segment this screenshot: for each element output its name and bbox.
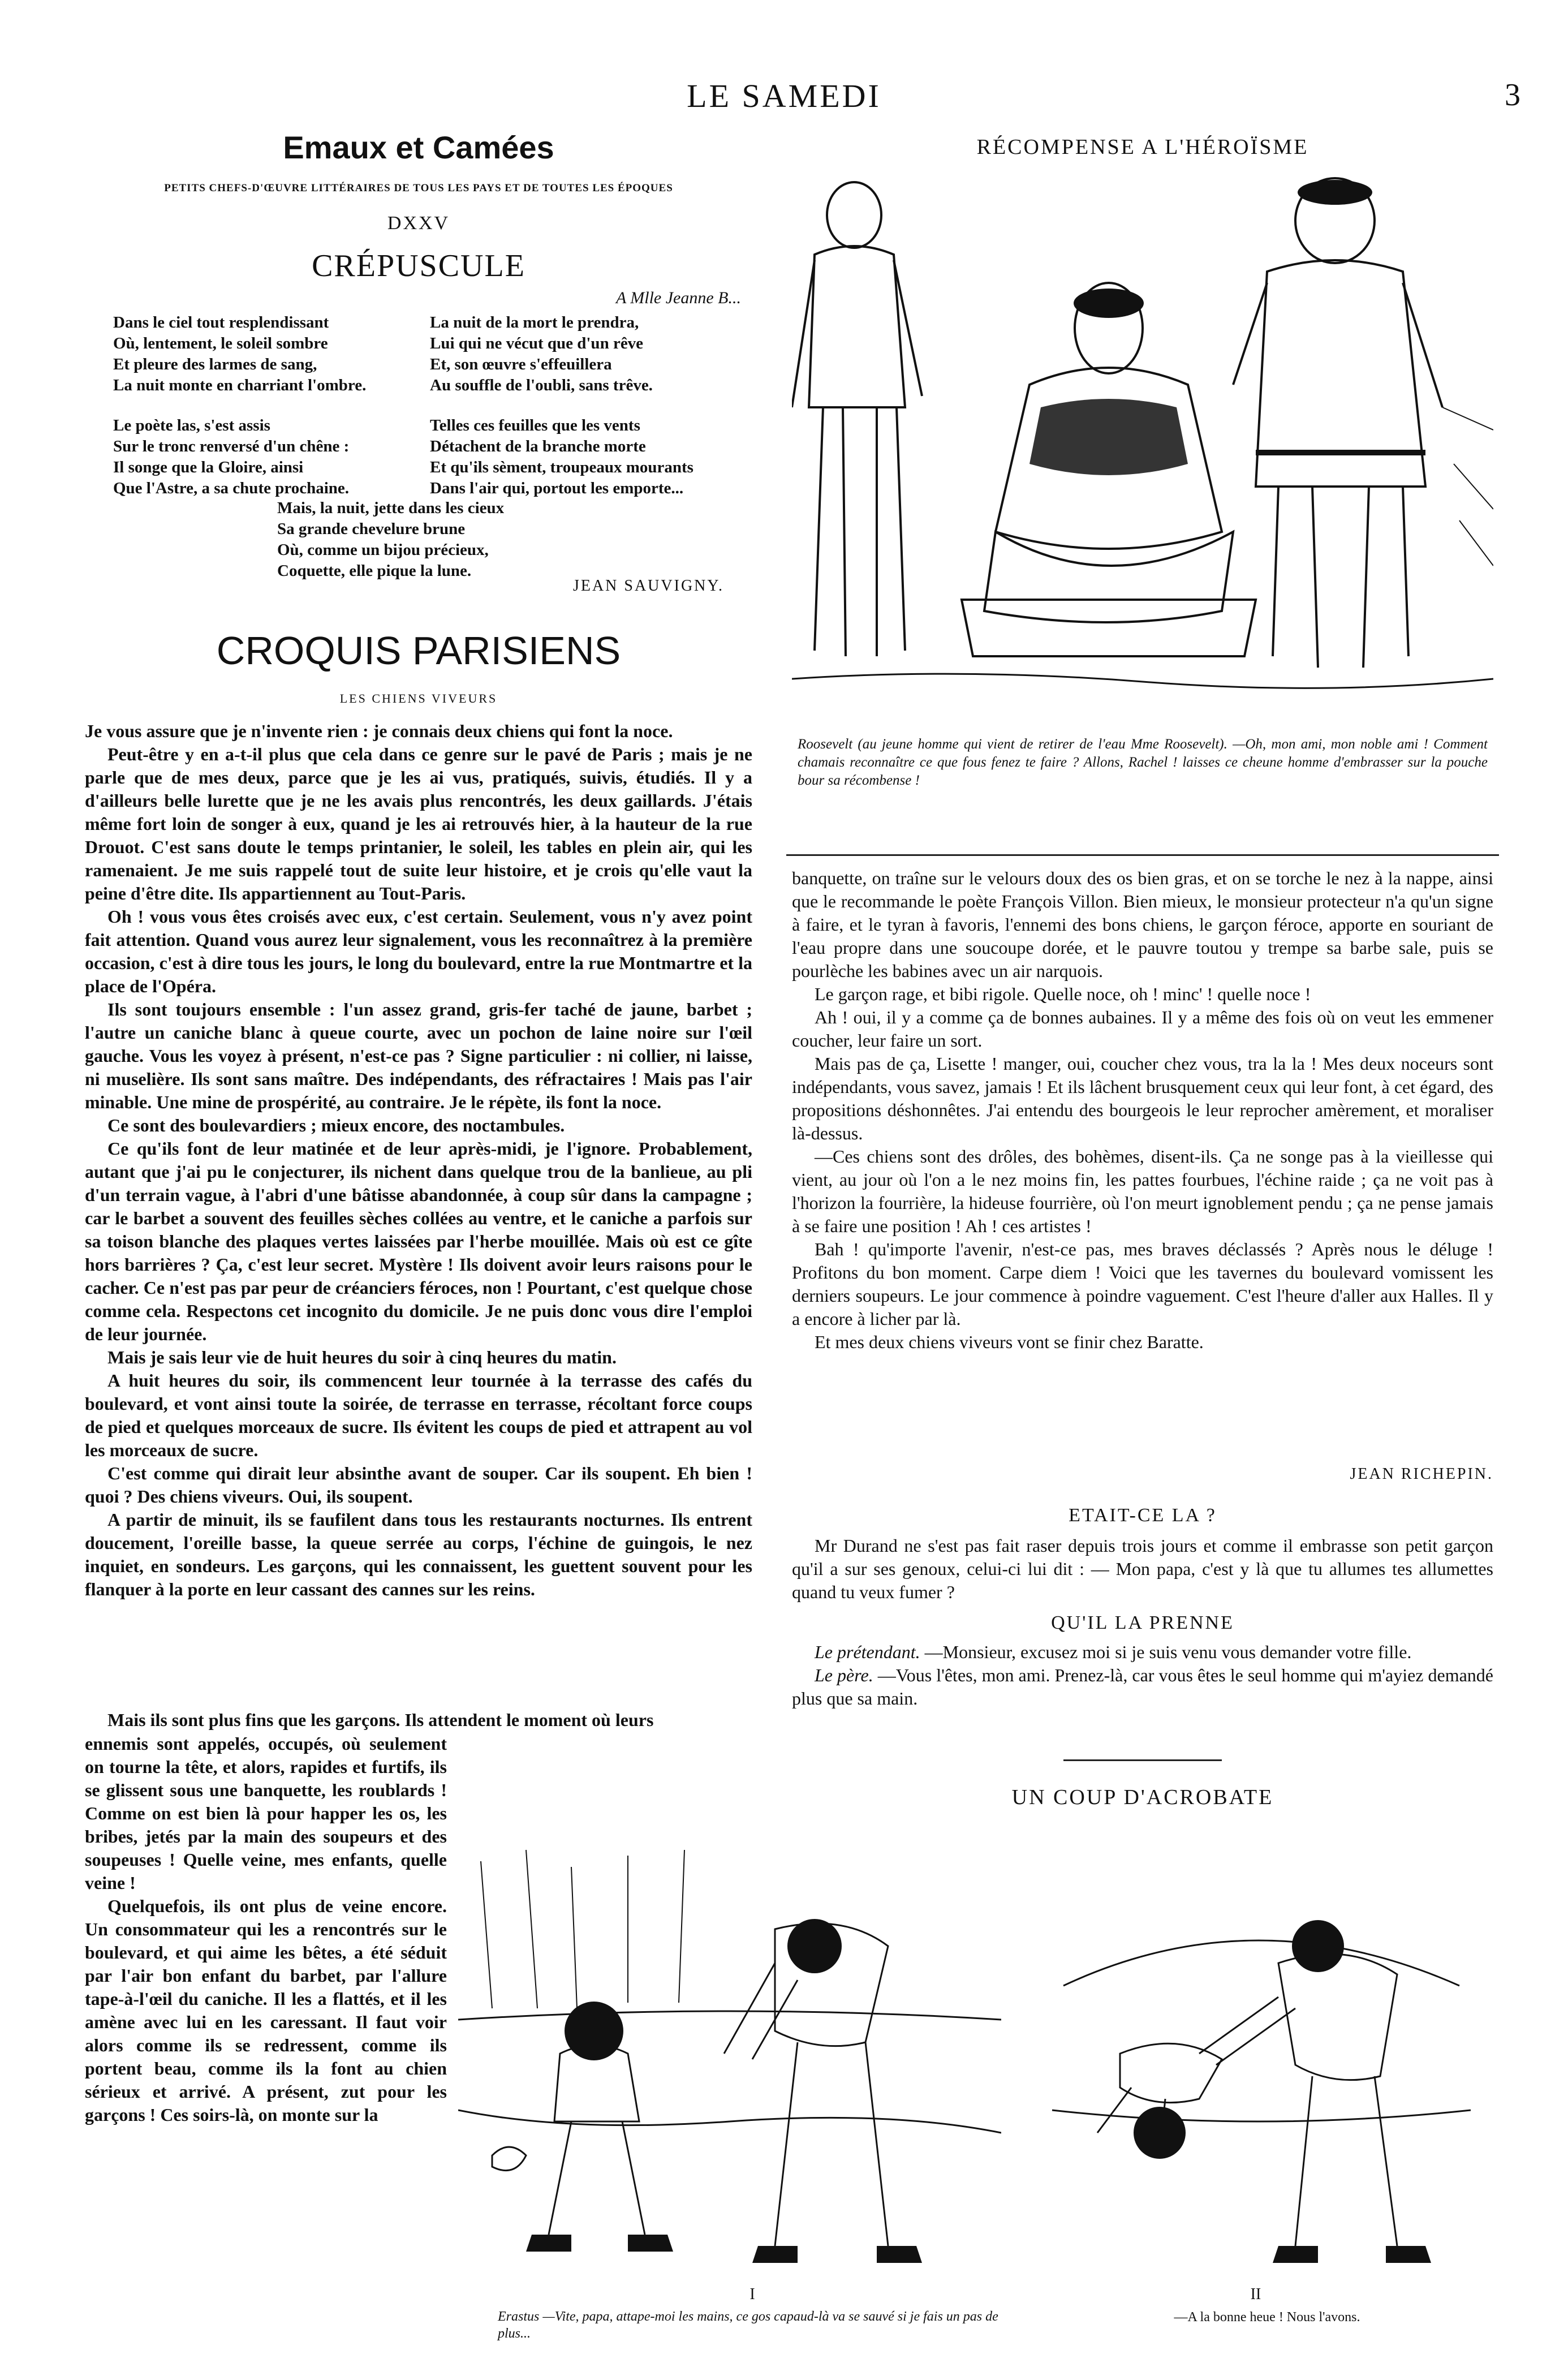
acrobate-panel-1 bbox=[458, 1816, 1001, 2280]
croquis-title: CROQUIS PARISIENS bbox=[216, 629, 621, 673]
poem-line: Dans le ciel tout resplendissant bbox=[113, 313, 329, 332]
paragraph: Je vous assure que je n'invente rien : je connais deux chiens qui font la noce. bbox=[85, 721, 673, 741]
paragraph: C'est comme qui dirait leur absinthe avant de souper. Car ils soupent. Eh bien ! quoi ? Des chiens viveurs. Oui, ils soupent. bbox=[85, 1463, 752, 1507]
page-number: 3 bbox=[1505, 78, 1520, 113]
masthead: LE SAMEDI bbox=[687, 78, 881, 114]
poem-stanza bbox=[430, 415, 747, 499]
poem-line: Au souffle de l'oubli, sans trêve. bbox=[430, 376, 653, 394]
paragraph: Et mes deux chiens viveurs vont se finir chez Baratte. bbox=[815, 1332, 1204, 1352]
quil-dialogue bbox=[792, 1641, 1493, 1710]
recompense-illustration bbox=[792, 170, 1493, 724]
poem-stanza bbox=[113, 312, 419, 396]
paragraph: Le garçon rage, et bibi rigole. Quelle noce, oh ! minc' ! quelle noce ! bbox=[815, 984, 1311, 1004]
quil-title: QU'IL LA PRENNE bbox=[1051, 1612, 1234, 1633]
poem-line: Lui qui ne vécut que d'un rêve bbox=[430, 334, 644, 352]
paragraph: Mais je sais leur vie de huit heures du soir à cinq heures du matin. bbox=[107, 1347, 617, 1367]
dialogue-text: —Vous l'êtes, mon ami. Prenez-là, car vous êtes le seul homme qui m'ayiez demandé plus que sa main. bbox=[792, 1665, 1494, 1708]
paragraph: Oh ! vous vous êtes croisés avec eux, c'est certain. Seulement, vous n'y avez point fait attention. Quand vous aurez leur signalement, vous les reconnaîtrez à la première occasion, c'est à dire tous les jours, le long du boulevard, entre la rue Montmartre et la place de l'Opéra. bbox=[85, 906, 752, 996]
poem-dedication: A Mlle Jeanne B... bbox=[615, 289, 741, 307]
poem-line: La nuit de la mort le prendra, bbox=[430, 313, 639, 332]
emaux-number: DXXV bbox=[387, 213, 450, 234]
dialogue-line bbox=[792, 1664, 1493, 1710]
poem-left-column bbox=[113, 312, 419, 518]
paragraph: Bah ! qu'importe l'avenir, n'est-ce pas, mes braves déclassés ? Après nous le déluge ! Profitons du bon moment. Carpe diem ! Voici que les tavernes du boulevard vomissent les derniers soupeurs. Le jour commence à poindre vaguement. C'est l'heure d'aller aux Halles. Il y a encore à licher par là. bbox=[792, 1239, 1493, 1329]
poem-line: Telles ces feuilles que les vents bbox=[430, 416, 640, 434]
poem-line: Mais, la nuit, jette dans les cieux bbox=[277, 499, 505, 517]
poem-stanza bbox=[430, 312, 747, 396]
paragraph: Ce qu'ils font de leur matinée et de leur après-midi, je l'ignore. Probablement, autant que j'ai pu le conjecturer, ils nichent dans quelque trou de la banlieue, au pli d'un terrain vague, à l'abri d'une bâtisse abandonnée, à coup sûr dans la campagne ; car le barbet a souvent des feuilles sèches collées au ventre, et le caniche a parfois sur sa toison blanche des plaques vertes laissées par l'herbe mouillée. Mais où est ce gîte hors barrières ? Ça, c'est leur secret. Mystère ! Ils doivent avoir leurs raisons pour le cacher. Ce n'est pas par peur de créanciers féroces, non ! Pourtant, c'est quelque chose comme cela. Respectons cet incognito du domicile. Je ne puis donc vous dire l'emploi de leur journée. bbox=[85, 1138, 752, 1344]
poem-line: Et qu'ils sèment, troupeaux mourants bbox=[430, 458, 693, 476]
paragraph: Mais pas de ça, Lisette ! manger, oui, coucher chez vous, tra la la ! Mes deux noceurs sont indépendants, vous savez, jamais ! Et ils lâchent brusquement ceux qui leur font, à cet égard, des propositions déshonnêtes. J'ai entendu des bourgeois le leur reprocher amèrement, et moraliser là-dessus. bbox=[792, 1053, 1493, 1143]
poem-line: Où, lentement, le soleil sombre bbox=[113, 334, 328, 352]
paragraph: A partir de minuit, ils se faufilent dans tous les restaurants nocturnes. Ils entrent doucement, l'oreille basse, la queue serrée au corps, l'échine de guingois, le nez inquiet, en sondeurs. Les garçons, qui les connaissent, les guettent souvent pour les flanquer à la porte en leur cassant des cannes sur les reins. bbox=[85, 1509, 752, 1599]
dialogue-line bbox=[792, 1641, 1493, 1664]
speaker: Le prétendant. bbox=[815, 1642, 920, 1662]
poem-signature: JEAN SAUVIGNY. bbox=[572, 577, 724, 595]
panel-1-number: I bbox=[749, 2286, 755, 2303]
poem-line: Coquette, elle pique la lune. bbox=[277, 562, 472, 580]
paragraph: Mr Durand ne s'est pas fait raser depuis trois jours et comme il embrasse son petit garçon qu'il a sur ses genoux, celui-ci lui dit : — Mon papa, c'est y là que tu allumes tes allumettes quand tu veux fumer ? bbox=[792, 1535, 1493, 1602]
dialogue-text: —Monsieur, excusez moi si je suis venu vous demander votre fille. bbox=[924, 1642, 1412, 1662]
divider bbox=[1063, 1759, 1222, 1761]
poem-line: Et, son œuvre s'effeuillera bbox=[430, 355, 612, 373]
poem-final-stanza bbox=[277, 498, 594, 582]
croquis-narrow-column bbox=[85, 1732, 447, 2298]
croquis-signature: JEAN RICHEPIN. bbox=[1350, 1465, 1493, 1483]
acrobate-title: UN COUP D'ACROBATE bbox=[1011, 1785, 1274, 1809]
poem-line: Où, comme un bijou précieux, bbox=[277, 541, 489, 559]
croquis-subtitle: LES CHIENS VIVEURS bbox=[339, 691, 498, 705]
etait-text-block bbox=[792, 1534, 1493, 1604]
acrobate-panel-2 bbox=[1029, 1816, 1493, 2280]
poem-line: Détachent de la branche morte bbox=[430, 437, 646, 455]
panel-2-number: II bbox=[1250, 2286, 1261, 2303]
paragraph: Ah ! oui, il y a comme ça de bonnes aubaines. Il y a même des fois où on veut les emmener coucher, leur faire un sort. bbox=[792, 1007, 1493, 1051]
paragraph: Quelquefois, ils ont plus de veine encore. Un consommateur qui les a rencontrés sur le boulevard, et qui aime les bêtes, a été séduit par l'air bon enfant du barbet, par l'allure tape-à-l'œil du caniche. Il les a flattés, et il les amène avec lui en les caressant. Il faut voir alors comme ils se redressent, comme ils portent beau, comme ils la font au chien sérieux et arrivé. A présent, zut pour les garçons ! Ces soirs-là, on monte sur la bbox=[85, 1896, 447, 2125]
paragraph: —Ces chiens sont des drôles, des bohèmes, disent-ils. Ça ne songe pas à la vieillesse qui vient, au jour où l'on a le nez moins fin, les pattes fourbues, l'échine raide ; ça ne voit pas à l'horizon la fourrière, la hideuse fourrière, où l'on meurt ignoblement pendu ; ça ne pense jamais à se faire une position ! Ah ! ces artistes ! bbox=[792, 1146, 1493, 1236]
etait-title: ETAIT-CE LA ? bbox=[1069, 1505, 1217, 1526]
paragraph: Ce sont des boulevardiers ; mieux encore, des noctambules. bbox=[107, 1115, 565, 1135]
poem-line: Il songe que la Gloire, ainsi bbox=[113, 458, 304, 476]
paragraph: ennemis sont appelés, occupés, où seulement on tourne la tête, et alors, rapides et furtifs, ils se glissent sous une banquette, les roublards ! Comme on est bien là pour happer les os, les bribes, jetés par la main des soupeurs et des soupeuses ! Quelle veine, mes enfants, quelle veine ! bbox=[85, 1733, 447, 1893]
croquis-column-2 bbox=[792, 867, 1493, 1461]
croquis-column-1 bbox=[85, 720, 752, 1707]
speaker: Le père. bbox=[815, 1665, 873, 1685]
emaux-subtitle: PETITS CHEFS-D'ŒUVRE LITTÉRAIRES DE TOUS LES PAYS ET DE TOUTES LES ÉPOQUES bbox=[164, 182, 673, 194]
poem-line: Et pleure des larmes de sang, bbox=[113, 355, 317, 373]
poem-line: Sa grande chevelure brune bbox=[277, 520, 466, 538]
poem-right-column bbox=[430, 312, 747, 518]
poem-stanza bbox=[113, 415, 419, 499]
recompense-title: RÉCOMPENSE A L'HÉROÏSME bbox=[976, 135, 1309, 159]
poem-line: Dans l'air qui, portout les emporte... bbox=[430, 479, 684, 497]
divider bbox=[786, 854, 1499, 856]
panel-2-caption: —A la bonne heue ! Nous l'avons. bbox=[1174, 2310, 1360, 2325]
poem-line: La nuit monte en charriant l'ombre. bbox=[113, 376, 367, 394]
paragraph: Ils sont toujours ensemble : l'un assez grand, gris-fer taché de jaune, barbet ; l'autre un caniche blanc à queue courte, avec un pochon de laine noire sur l'œil gauche. Vous les voyez à présent, n'est-ce pas ? Signe particulier : ni collier, ni laisse, ni muselière. Ils sont sans maître. Des indépendants, des réfractaires ! Mais pas l'air minable. Une mine de prospérité, au contraire. Je le répète, ils font la noce. bbox=[85, 999, 752, 1112]
panel-1-caption: Erastus —Vite, papa, attape-moi les mains, ce gos capaud-là va se sauvé si je fais un pas de plus... bbox=[498, 2309, 998, 2341]
poem-title: CRÉPUSCULE bbox=[312, 248, 525, 283]
poem-line: Sur le tronc renversé d'un chêne : bbox=[113, 437, 350, 455]
paragraph: Peut-être y en a-t-il plus que cela dans ce genre sur le pavé de Paris ; mais je ne parle que de mes deux, parce que je les ai vus, pratiqués, suivis, étudiés. Il y a d'ailleurs belle lurette que je ne les avais plus rencontrés, les deux gaillards. J'étais même fort loin de songer à eux, quand je les ai retrouvés hier, à la hauteur de la rue Drouot. C'est sans doute le temps printanier, le soleil, les tables en plein air, qui les ramenaient. Je me suis rappelé tout de suite leur histoire, et je crois qu'elle vaut la peine d'être dite. Ils appartiennent au Tout-Paris. bbox=[85, 744, 752, 903]
emaux-title: Emaux et Camées bbox=[283, 130, 554, 165]
poem-line: Le poète las, s'est assis bbox=[113, 416, 270, 434]
croquis-wide-line bbox=[85, 1708, 752, 1732]
paragraph: Mais ils sont plus fins que les garçons. Ils attendent le moment où leurs bbox=[107, 1710, 654, 1730]
recompense-caption: Roosevelt (au jeune homme qui vient de retirer de l'eau Mme Roosevelt). —Oh, mon ami, mon noble ami ! Comment chamais reconnaître ce que fous fenez te faire ? Allons, Rachel ! laisses ce cheune homme d'embrasser sur la pouche bour sa récombense ! bbox=[798, 737, 1488, 788]
poem-line: Que l'Astre, a sa chute prochaine. bbox=[113, 479, 350, 497]
paragraph: banquette, on traîne sur le velours doux des os bien gras, et on se torche le nez à la nappe, ainsi que le recommande le poète François Villon. Bien mieux, le monsieur protecteur n'a qu'un signe à faire, et le tyran à favoris, l'ennemi des bons chiens, le garçon féroce, apporte en souriant de l'eau propre dans une soucoupe dorée, et le pauvre toutou y trempe sa barbe sale, puis se pourlèche les babines avec un air narquois. bbox=[792, 868, 1493, 981]
paragraph: A huit heures du soir, ils commencent leur tournée à la terrasse des cafés du boulevard, et vont ainsi toute la soirée, de terrasse en terrasse, récoltant force coups de pied et quelques morceaux de sucre. Ils évitent les coups de pied et attrapent au vol les morceaux de sucre. bbox=[85, 1370, 752, 1460]
